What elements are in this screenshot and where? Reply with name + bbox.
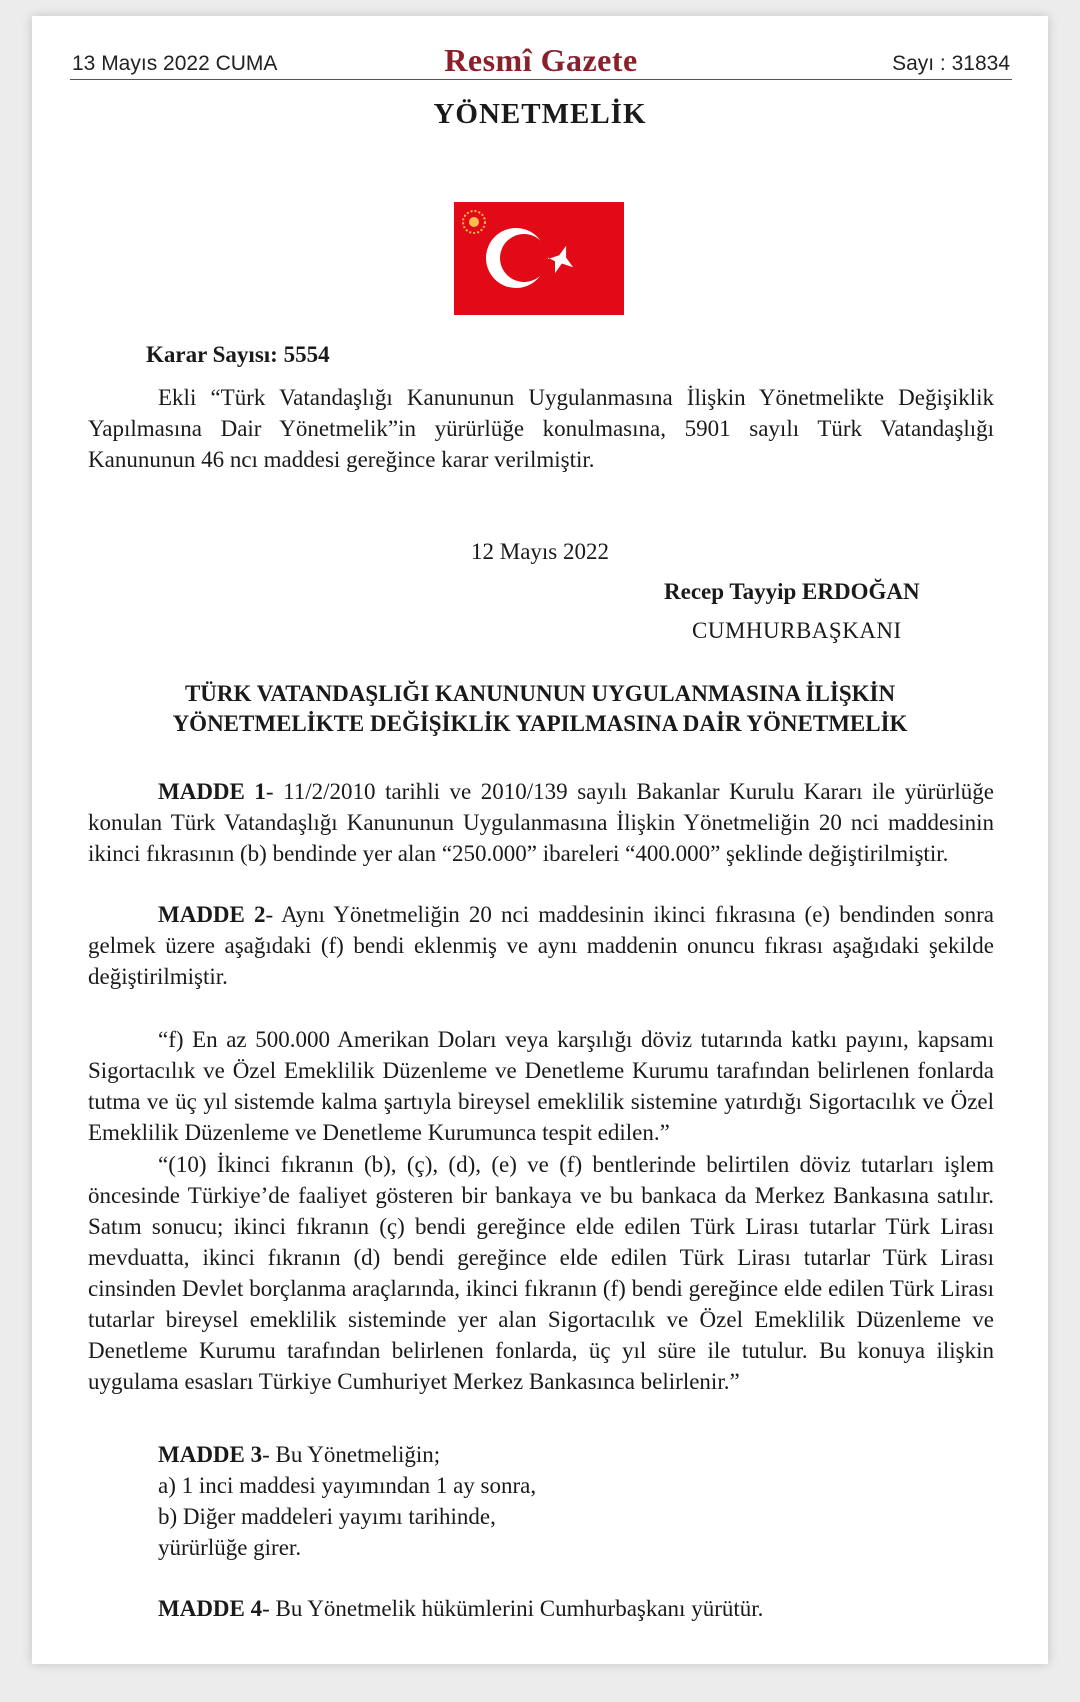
article-4 xyxy=(158,1596,763,1622)
gazette-title: Resmî Gazete xyxy=(444,42,638,78)
header-divider xyxy=(70,79,1012,80)
regulation-title-line1: TÜRK VATANDAŞLIĞI KANUNUNUN UYGULANMASINA İLİŞKİN xyxy=(184,681,896,706)
issue-number: Sayı : 31834 xyxy=(892,52,1010,75)
regulation-title xyxy=(112,679,968,739)
decision-date: 12 Mayıs 2022 xyxy=(471,539,609,564)
article-3-item-b: b) Diğer maddeleri yayımı tarihinde, xyxy=(158,1504,496,1529)
turkish-flag-icon xyxy=(454,202,624,315)
article-4-label: MADDE 4 xyxy=(158,1596,263,1621)
article-2-label: MADDE 2 xyxy=(158,902,266,927)
article-3-closing: yürürlüğe girer. xyxy=(158,1535,302,1560)
article-1-label: MADDE 1 xyxy=(158,779,266,804)
gazette-header xyxy=(72,38,1010,78)
publication-date: 13 Mayıs 2022 CUMA xyxy=(72,52,278,75)
decision-number: Karar Sayısı: 5554 xyxy=(146,342,330,367)
article-3-text: - Bu Yönetmeliğin; xyxy=(262,1442,441,1467)
article-3 xyxy=(158,1442,440,1468)
article-3-label: MADDE 3 xyxy=(158,1442,263,1467)
article-2-quote-f: “f) En az 500.000 Amerikan Doları veya karşılığı döviz tutarında katkı payını, kapsamı Sigortacılık ve Özel Emeklilik Düzenleme ve Denetleme Kurumu tarafından belirlenen fonlarda tutma ve üç yıl sistemde kalma şartıyla bireysel emeklilik sistemine yatırdığı Sigortacılık ve Özel Emeklilik Düzenleme ve Denetleme Kurumunca tespit edilen.” xyxy=(88,1027,994,1145)
decision-body: Ekli “Türk Vatandaşlığı Kanununun Uygulanmasına İlişkin Yönetmelikte Değişiklik Yapılmasına Dair Yönetmelik”in yürürlüğe konulmasına, 5901 sayılı Türk Vatandaşlığı Kanununun 46 ncı maddesi gereğince karar verilmiştir. xyxy=(88,385,994,472)
gazette-page xyxy=(32,16,1048,1664)
article-1-text: - 11/2/2010 tarihli ve 2010/139 sayılı Bakanlar Kurulu Kararı ile yürürlüğe konulan Türk Vatandaşlığı Kanununun Uygulanmasına İlişkin Yönetmeliğin 20 nci maddesinin ikinci fıkrasının (b) bendinde yer alan “250.000” ibareleri “400.000” şeklinde değiştirilmiştir. xyxy=(88,779,994,866)
document-type: YÖNETMELİK xyxy=(433,98,647,130)
article-2 xyxy=(88,899,994,992)
article-2-text: - Aynı Yönetmeliğin 20 nci maddesinin ikinci fıkrasına (e) bendinden sonra gelmek üzere aşağıdaki (f) bendi eklenmiş ve aynı maddenin onuncu fıkrası aşağıdaki şekilde değiştirilmiştir. xyxy=(88,902,994,989)
article-1 xyxy=(88,776,994,869)
signer-title: CUMHURBAŞKANI xyxy=(692,618,902,643)
signer-name: Recep Tayyip ERDOĞAN xyxy=(664,579,920,604)
article-4-text: - Bu Yönetmelik hükümlerini Cumhurbaşkanı yürütür. xyxy=(262,1596,764,1621)
article-2-quote-10: “(10) İkinci fıkranın (b), (ç), (d), (e) ve (f) bentlerinde belirtilen döviz tutarları işlem öncesinde Türkiye’de faaliyet gösteren bir bankaya ve bu bankaca da Merkez Bankasına satılır. Satım sonucu; ikinci fıkranın (ç) bendi gereğince elde edilen Türk Lirası tutarlar Türk Lirası mevduatta, ikinci fıkranın (d) bendi gereğince elde edilen Türk Lirası tutarlar Türk Lirası cinsinden Devlet borçlanma araçlarında, ikinci fıkranın (f) bendi gereğince elde edilen Türk Lirası tutarlar bireysel emeklilik sisteminde yer alan Sigortacılık ve Özel Emeklilik Düzenleme ve Denetleme Kurumu tarafından belirlenen fonlarda, üç yıl süre ile tutulur. Bu konuya ilişkin uygulama esasları Türkiye Cumhuriyet Merkez Bankasınca belirlenir.” xyxy=(88,1152,994,1394)
regulation-title-line2: YÖNETMELİKTE DEĞİŞİKLİK YAPILMASINA DAİR YÖNETMELİK xyxy=(172,711,908,736)
article-3-item-a: a) 1 inci maddesi yayımından 1 ay sonra, xyxy=(158,1473,537,1498)
